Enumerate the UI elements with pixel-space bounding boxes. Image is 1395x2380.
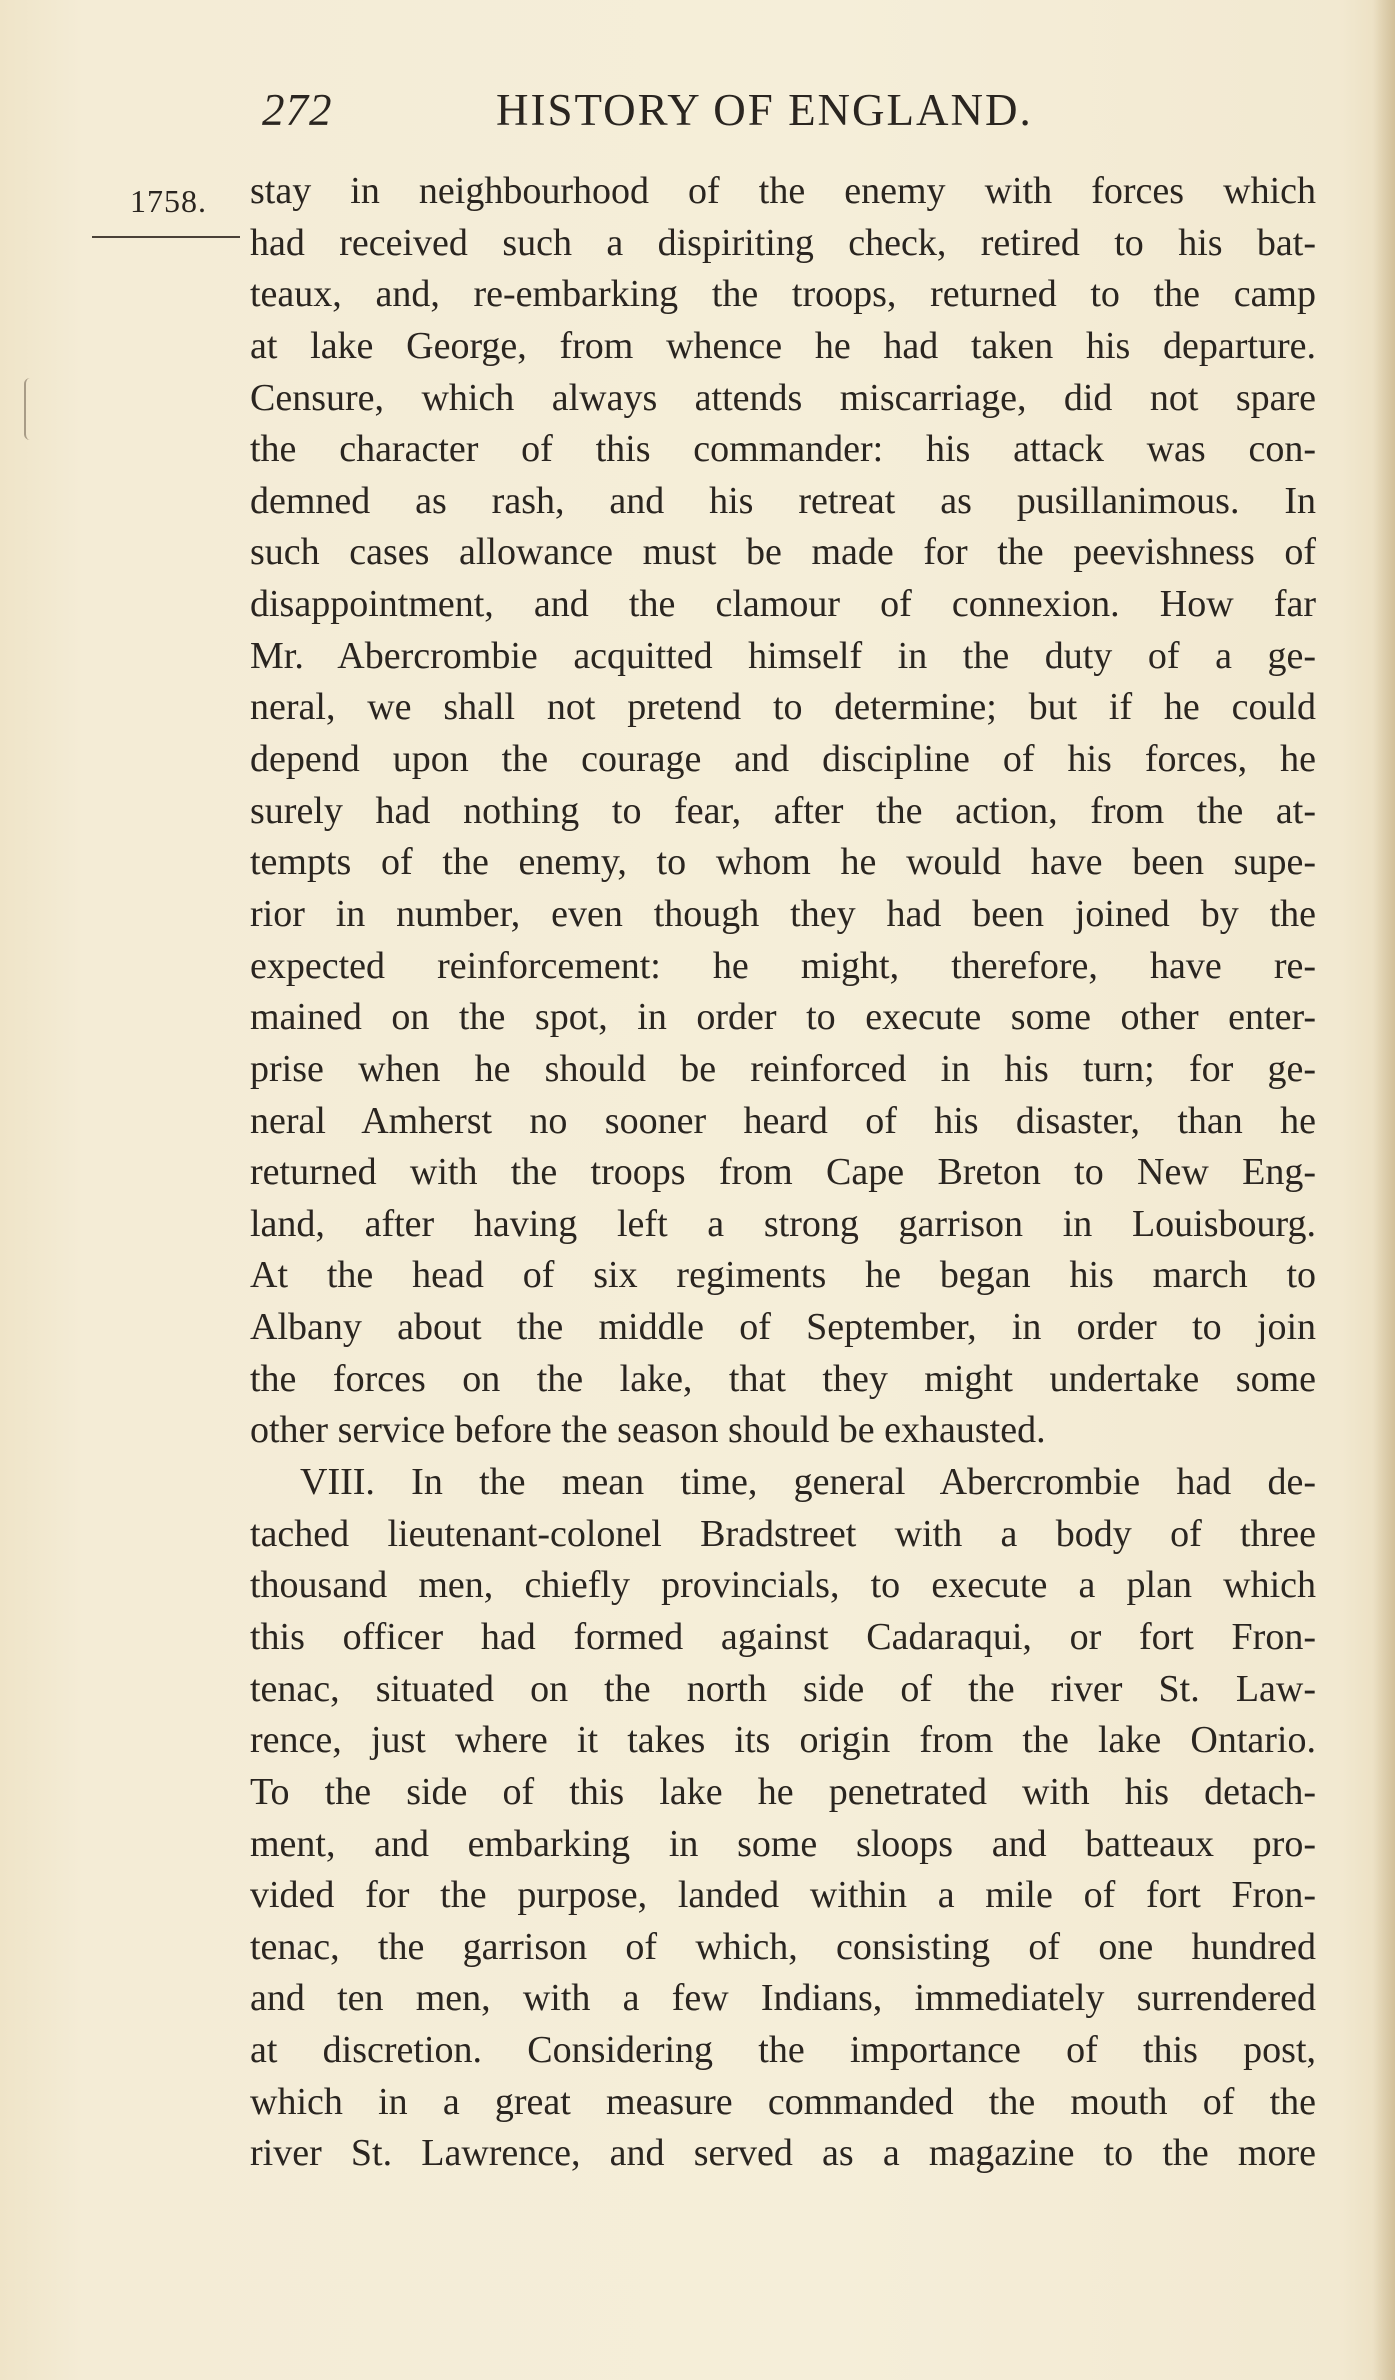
- page-number: 272: [262, 85, 333, 135]
- text-line: Censure, which always attends miscarriage, did not spare: [250, 376, 1316, 419]
- text-line: neral, we shall not pretend to determine; but if he could: [250, 686, 1316, 729]
- text-line: at discretion. Considering the importance of this post,: [250, 2029, 1316, 2072]
- text-line: Albany about the middle of September, in order to join: [250, 1306, 1316, 1349]
- text-line: tenac, situated on the north side of the river St. Law-: [250, 1667, 1316, 1710]
- text-line: stay in neighbourhood of the enemy with forces which: [250, 170, 1316, 212]
- text-line: vided for the purpose, landed within a mile of fort Fron-: [250, 1874, 1316, 1917]
- page-gutter-shadow: [1373, 0, 1395, 2380]
- text-line: returned with the troops from Cape Breton to New Eng-: [250, 1151, 1316, 1194]
- paragraph-1: [250, 166, 1316, 1457]
- text-line: To the side of this lake he penetrated with his detach-: [250, 1770, 1316, 1813]
- margin-rule: [92, 236, 240, 238]
- text-line: rence, just where it takes its origin from the lake Ontario.: [250, 1719, 1316, 1762]
- margin-year: 1758.: [130, 183, 207, 219]
- text-line: disappointment, and the clamour of connexion. How far: [250, 583, 1316, 626]
- text-line: expected reinforcement: he might, therefore, have re-: [250, 944, 1316, 987]
- text-line: tempts of the enemy, to whom he would have been supe-: [250, 841, 1316, 884]
- text-line: VIII. In the mean time, general Abercrombie had de-: [300, 1461, 1316, 1504]
- text-line: tenac, the garrison of which, consisting of one hundred: [250, 1925, 1316, 1968]
- text-line: land, after having left a strong garrison in Louisbourg.: [250, 1202, 1316, 1245]
- text-line: surely had nothing to fear, after the action, from the at-: [250, 789, 1316, 832]
- running-title: HISTORY OF ENGLAND.: [496, 85, 1033, 135]
- running-head: [256, 84, 1316, 144]
- body-text: [250, 166, 1316, 2180]
- paragraph-2-section-viii: [250, 1457, 1316, 2180]
- margin-pencil-mark: [24, 378, 32, 440]
- text-line: at lake George, from whence he had taken his departure.: [250, 324, 1316, 367]
- text-line: such cases allowance must be made for the peevishness of: [250, 531, 1316, 574]
- text-line: At the head of six regiments he began his march to: [250, 1254, 1316, 1297]
- text-line: the forces on the lake, that they might undertake some: [250, 1357, 1316, 1400]
- text-line: which in a great measure commanded the mouth of the: [250, 2080, 1316, 2123]
- text-line: depend upon the courage and discipline of his forces, he: [250, 738, 1316, 781]
- text-line: other service before the season should be exhausted.: [250, 1409, 1046, 1452]
- text-line: prise when he should be reinforced in his turn; for ge-: [250, 1047, 1316, 1090]
- text-line: teaux, and, re-embarking the troops, returned to the camp: [250, 273, 1316, 316]
- text-line: thousand men, chiefly provincials, to execute a plan which: [250, 1564, 1316, 1607]
- text-line: river St. Lawrence, and served as a magazine to the more: [250, 2132, 1316, 2175]
- text-line: Mr. Abercrombie acquitted himself in the duty of a ge-: [250, 634, 1316, 677]
- text-line: this officer had formed against Cadaraqui, or fort Fron-: [250, 1615, 1316, 1658]
- text-line: and ten men, with a few Indians, immediately surrendered: [250, 1977, 1316, 2020]
- text-line: the character of this commander: his attack was con-: [250, 428, 1316, 471]
- text-line: demned as rash, and his retreat as pusillanimous. In: [250, 479, 1316, 522]
- text-line: tached lieutenant-colonel Bradstreet with a body of three: [250, 1512, 1316, 1555]
- text-line: mained on the spot, in order to execute some other enter-: [250, 996, 1316, 1039]
- text-line: had received such a dispiriting check, retired to his bat-: [250, 221, 1316, 264]
- text-line: neral Amherst no sooner heard of his disaster, than he: [250, 1099, 1316, 1142]
- text-line: rior in number, even though they had been joined by the: [250, 892, 1316, 935]
- text-line: ment, and embarking in some sloops and batteaux pro-: [250, 1822, 1316, 1865]
